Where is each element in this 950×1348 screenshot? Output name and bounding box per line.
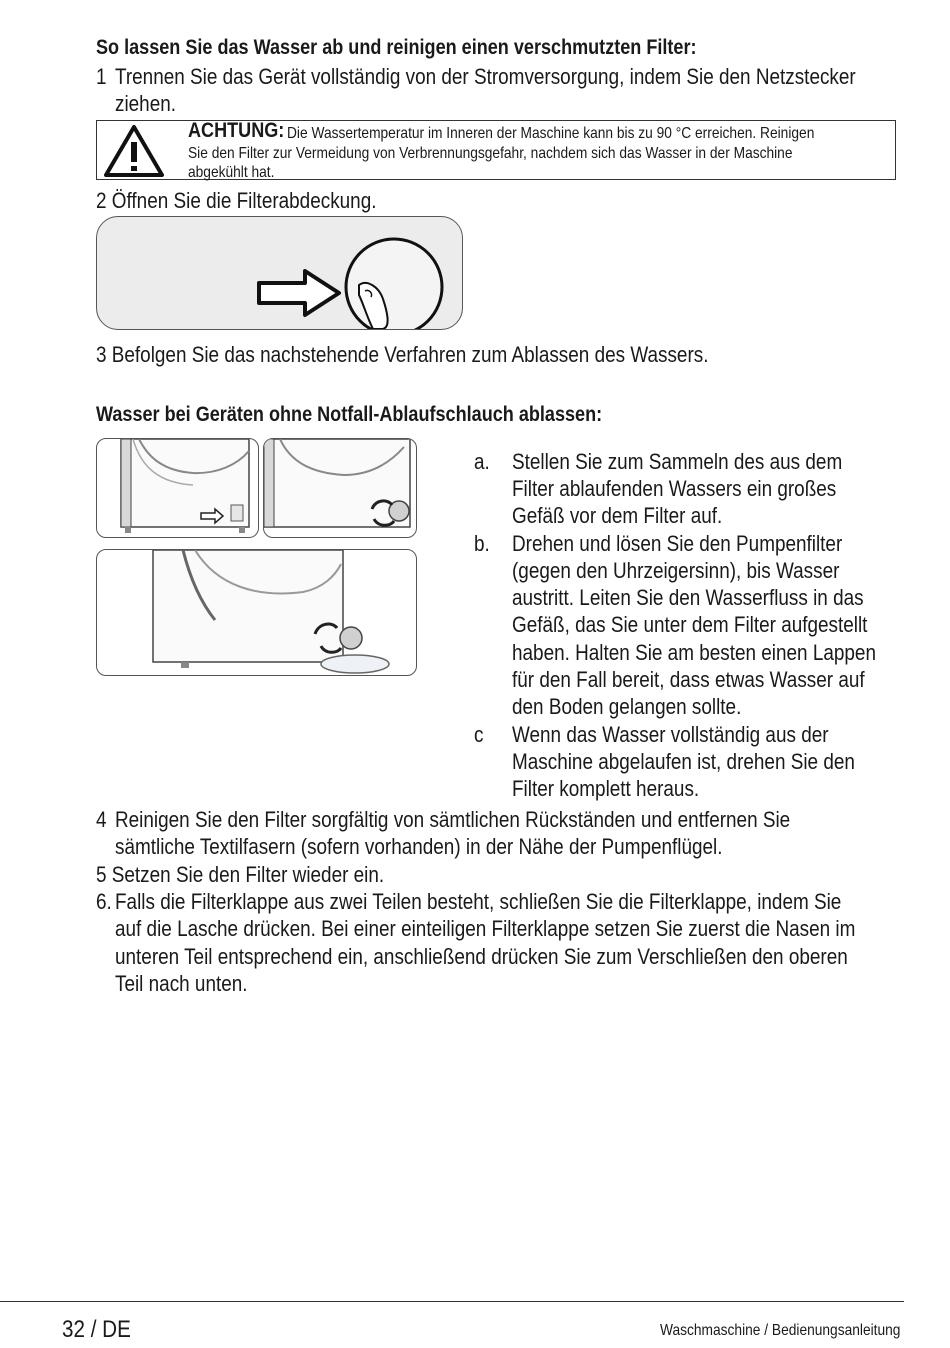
warning-box bbox=[96, 120, 896, 180]
item-a-line-3: Gefäß vor dem Filter auf. bbox=[512, 503, 723, 528]
drain-illustration-2 bbox=[263, 438, 417, 538]
item-b-line-2: (gegen den Uhrzeigersinn), bis Wasser bbox=[512, 558, 840, 583]
item-b-line-4: Gefäß, das Sie unter dem Filter aufgestellt bbox=[512, 612, 868, 637]
item-a-line-2: Filter ablaufenden Wassers ein großes bbox=[512, 476, 837, 501]
step-4-line-2: sämtliche Textilfasern (sofern vorhanden) in der Nähe der Pumpenflügel. bbox=[115, 834, 723, 859]
item-a-marker: a. bbox=[474, 449, 490, 474]
section-heading-filter: So lassen Sie das Wasser ab und reinigen einen verschmutzten Filter: bbox=[96, 36, 697, 59]
filter-cover-illustration bbox=[96, 216, 463, 330]
drain-illustration-1 bbox=[96, 438, 259, 538]
item-c-line-1: Wenn das Wasser vollständig aus der bbox=[512, 722, 829, 747]
warning-line-1: Die Wassertemperatur im Inneren der Maschine kann bis zu 90 °C erreichen. Reinigen bbox=[287, 125, 815, 142]
warning-triangle-icon bbox=[103, 124, 165, 178]
warning-line-3: abgekühlt hat. bbox=[188, 164, 275, 181]
item-b-marker: b. bbox=[474, 531, 490, 556]
footer-title: Waschmaschine / Bedienungsanleitung bbox=[660, 1322, 901, 1339]
step-6-line-1: Falls die Filterklappe aus zwei Teilen besteht, schließen Sie die Filterklappe, indem Sie bbox=[115, 889, 842, 914]
item-c-marker: c bbox=[474, 722, 484, 747]
step-4-line-1: Reinigen Sie den Filter sorgfältig von sämtlichen Rückständen und entfernen Sie bbox=[115, 807, 791, 832]
step-1-line-2: ziehen. bbox=[115, 91, 177, 116]
item-b-line-7: den Boden gelangen sollte. bbox=[512, 694, 742, 719]
item-b-line-5: haben. Halten Sie am besten einen Lappen bbox=[512, 640, 876, 665]
step-4-number: 4 bbox=[96, 807, 107, 832]
step-6-line-3: unteren Teil entsprechend ein, anschließend drücken Sie zum Verschließen den oberen bbox=[115, 944, 848, 969]
item-c-line-3: Filter komplett heraus. bbox=[512, 776, 700, 801]
page-number: 32 / DE bbox=[62, 1316, 131, 1343]
step-5: 5 Setzen Sie den Filter wieder ein. bbox=[96, 862, 385, 887]
step-1-line-1: Trennen Sie das Gerät vollständig von der Stromversorgung, indem Sie den Netzstecker bbox=[115, 64, 856, 89]
warning-line-2: Sie den Filter zur Vermeidung von Verbrennungsgefahr, nachdem sich das Wasser in der Maschine bbox=[188, 145, 793, 162]
item-a-line-1: Stellen Sie zum Sammeln des aus dem bbox=[512, 449, 843, 474]
item-b-line-1: Drehen und lösen Sie den Pumpenfilter bbox=[512, 531, 843, 556]
step-1-number: 1 bbox=[96, 64, 107, 89]
step-6-line-4: Teil nach unten. bbox=[115, 971, 248, 996]
step-3: 3 Befolgen Sie das nachstehende Verfahren zum Ablassen des Wassers. bbox=[96, 342, 709, 367]
step-2: 2 Öffnen Sie die Filterabdeckung. bbox=[96, 188, 377, 213]
section-heading-drain: Wasser bei Geräten ohne Notfall-Ablaufschlauch ablassen: bbox=[96, 403, 603, 426]
item-b-line-6: für den Fall bereit, dass etwas Wasser auf bbox=[512, 667, 865, 692]
warning-label: ACHTUNG: bbox=[188, 119, 285, 142]
arrow-right-icon bbox=[259, 271, 339, 315]
footer-title-wrap bbox=[660, 1322, 902, 1342]
step-6-number: 6. bbox=[96, 889, 112, 914]
footer-divider bbox=[0, 1301, 904, 1302]
drain-illustration-3 bbox=[96, 549, 417, 676]
step-6-line-2: auf die Lasche drücken. Bei einer einteiligen Filterklappe setzen Sie zuerst die Nasen im bbox=[115, 916, 856, 941]
item-b-line-3: austritt. Leiten Sie den Wasserfluss in das bbox=[512, 585, 864, 610]
item-c-line-2: Maschine abgelaufen ist, drehen Sie den bbox=[512, 749, 855, 774]
